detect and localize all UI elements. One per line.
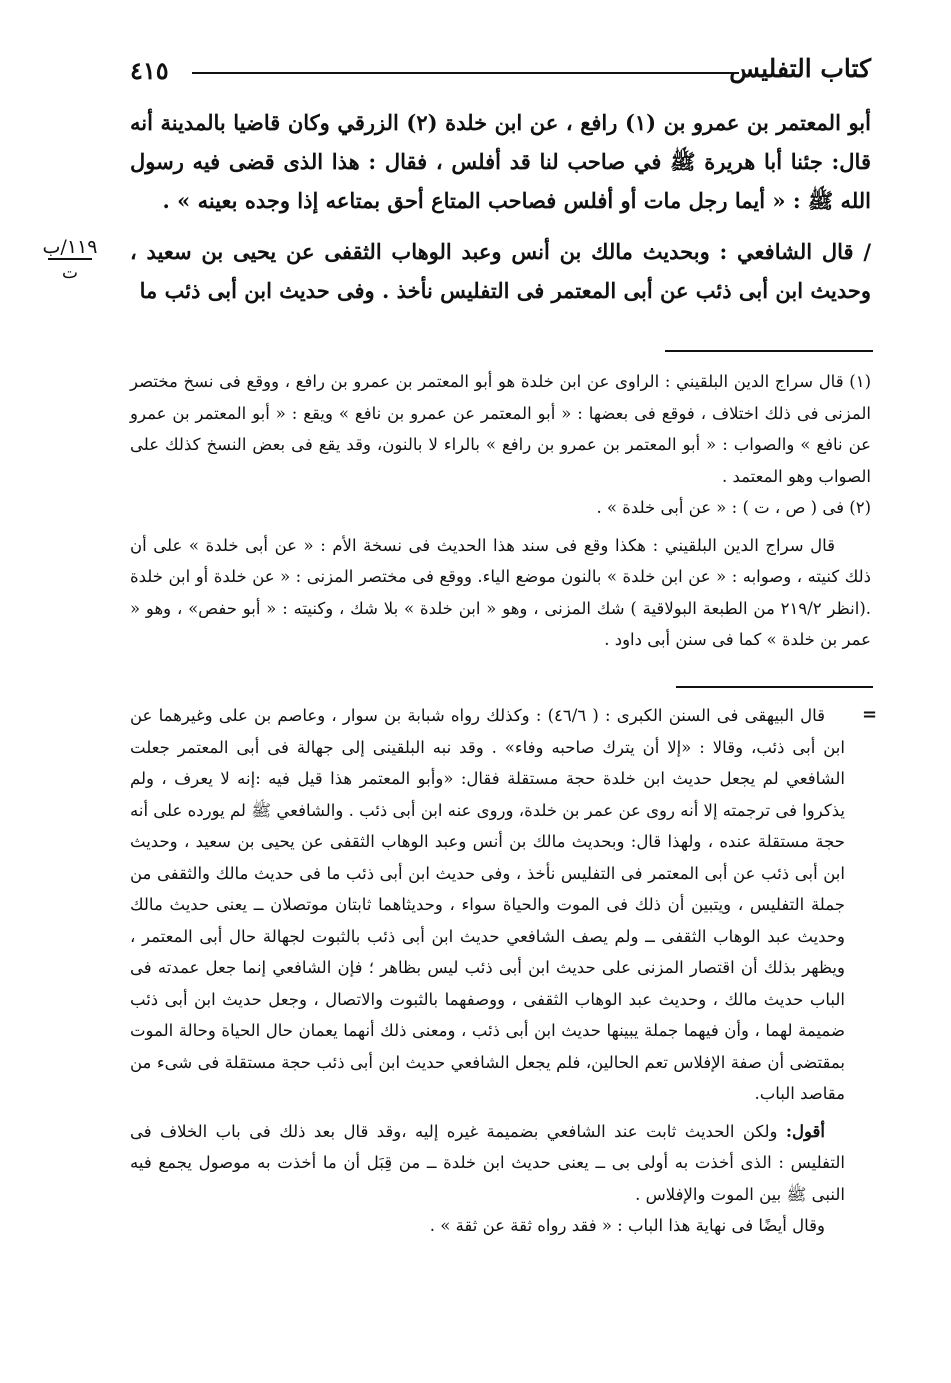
continuation-mark: = xyxy=(862,704,878,725)
continuation-rule xyxy=(676,686,873,688)
footnote-rule xyxy=(665,350,873,352)
main-paragraph-1: أبو المعتمر بن عمرو بن (١) رافع ، عن ابن خلدة (٢) الزرقي وكان قاضيا بالمدينة أنه قال: جئنا أبا هريرة ﷺ في صاحب لنا قد أفلس ، فقال : هذا الذى قضى فيه رسول الله ﷺ : « أيما رجل مات أو أفلس فصاحب المتاع أحق بمتاعه إذا وجده بعينه » . xyxy=(130,110,871,213)
main-paragraph-2: / قال الشافعي : وبحديث مالك بن أنس وعبد الوهاب الثقفى عن يحيى بن سعيد ، وحديث ابن أبى ذئب عن أبى المعتمر فى التفليس نأخذ . وفى حديث ابن أبى ذئب ما xyxy=(130,239,871,303)
footnote-2-commentary: قال سراج الدين البلقيني : هكذا وقع فى سند هذا الحديث فى نسخة الأم : « عن أبى خلدة » على أن ذلك كنيته ، وصوابه : « عن ابن خلدة » بالنون موضع الياء. ووقع فى مختصر المزنى : « عن خلدة أو ابن خلدة .(انظر ٢١٩/٢ من الطبعة البولاقية ) شك المزنى ، وهو « ابن خلدة » بلا شك ، وكنيته : « أبو حفص» ، وهو « عمر بن خلدة » كما فى سنن أبى داود . xyxy=(130,535,871,649)
header-rule xyxy=(192,72,739,74)
continued-footnote xyxy=(130,700,845,1242)
running-title: كتاب التفليس xyxy=(729,54,871,83)
footnote-2: (٢) فى ( ص ، ت ) : « عن أبى خلدة » . xyxy=(596,498,871,517)
footnote-1: (١) قال سراج الدين البلقيني : الراوى عن ابن خلدة هو أبو المعتمر بن عمرو بن رافع ، ووقع فى نسخ مختصر المزنى فى ذلك اختلاف ، فوقع فى بعضها : « أبو المعتمر عن عمرو بن نافع » ويقع : « أبو المعتمر بن عمرو عن نافع » والصواب : « أبو المعتمر بن عمرو بن رافع » بالراء لا بالنون، وقد يقع فى بعض النسخ كذلك على الصواب وهو المعتمد . xyxy=(130,372,871,486)
paragraph-2-body: ولكن الحديث ثابت عند الشافعي بضميمة غيره إليه ،وقد قال بعد ذلك فى باب الخلاف فى التفليس : الذى أخذت به أولى بى ــ يعنى حديث ابن خلدة ــ من قِبَل أن ما أخذت به موصول يجمع فيه النبى ﷺ بين الموت والإفلاس . xyxy=(130,1121,845,1204)
continued-footnote-paragraph-3: وقال أيضًا فى نهاية هذا الباب : « فقد رواه ثقة عن ثقة » . xyxy=(429,1216,825,1235)
manuscript-siglum: ت xyxy=(48,258,92,284)
page-number: ٤١٥ xyxy=(130,56,169,85)
main-text xyxy=(130,103,871,310)
aqulu-lead: أقول: xyxy=(785,1121,825,1141)
folio-reference: ١١٩/ب xyxy=(42,236,98,258)
margin-folio-note xyxy=(30,236,110,284)
continued-footnote-paragraph-2 xyxy=(130,1116,845,1211)
footnotes xyxy=(130,366,871,656)
continued-footnote-paragraph-1: قال البيهقى فى السنن الكبرى : ( ٤٦/٦) : وكذلك رواه شبابة بن سوار ، وعاصم بن على وغيرهما عن ابن أبى ذئب، وقالا : «إلا أن يترك صاحبه وفاء» . وقد نبه البلقينى إلى جهالة فى أبى المعتمر جعلت الشافعي لم يجعل حديث ابن خلدة حجة مستقلة فقال: «وأبو المعتمر هذا قيل فيه :إنه لا يعرف ، ولم يذكروا فى ترجمته إلا أنه روى عن عمر بن خلدة، وروى عنه ابن أبى ذئب . والشافعي ﷺ لم يورده على أنه حجة مستقلة عنده ، ولهذا قال: وبحديث مالك بن أنس وعبد الوهاب الثقفى عن يحيى بن سعيد ، وحديث ابن أبى ذئب عن أبى المعتمر فى التفليس نأخذ ، وفى حديث ابن أبى ذئب ما فى حديث مالك والثقفى من جملة التفليس ، ويتبين أن ذلك فى الموت والحياة سواء ، وحديثاهما ثابتان موتصلان ــ يعنى حديث مالك وحديث عبد الوهاب الثقفى ــ ولم يصف الشافعي حديث ابن أبى ذئب بالثبوت لجهالة حال أبى المعتمر ، ويظهر بذلك أن اقتصار المزنى على حديث ابن أبى ذئب ليس بظاهر ؛ فإن الشافعي إنما جعل عمدته فى الباب حديث مالك ، وحديث عبد الوهاب الثقفى ، ووصفهما بالثبوت والاتصال ، وجعل حديث ابن أبى ذئب ضميمة لهما ، وأن فيهما جملة يبينها حديث ابن أبى ذئب ، ومعنى ذلك أنهما يعمان حال الحياة وحالة الموت بمقتضى أن صفة الإفلاس تعم الحالين، فلم يجعل الشافعي حديث ابن أبى ذئب حجة مستقلة فى شىء من مقاصد الباب. xyxy=(130,706,845,1103)
